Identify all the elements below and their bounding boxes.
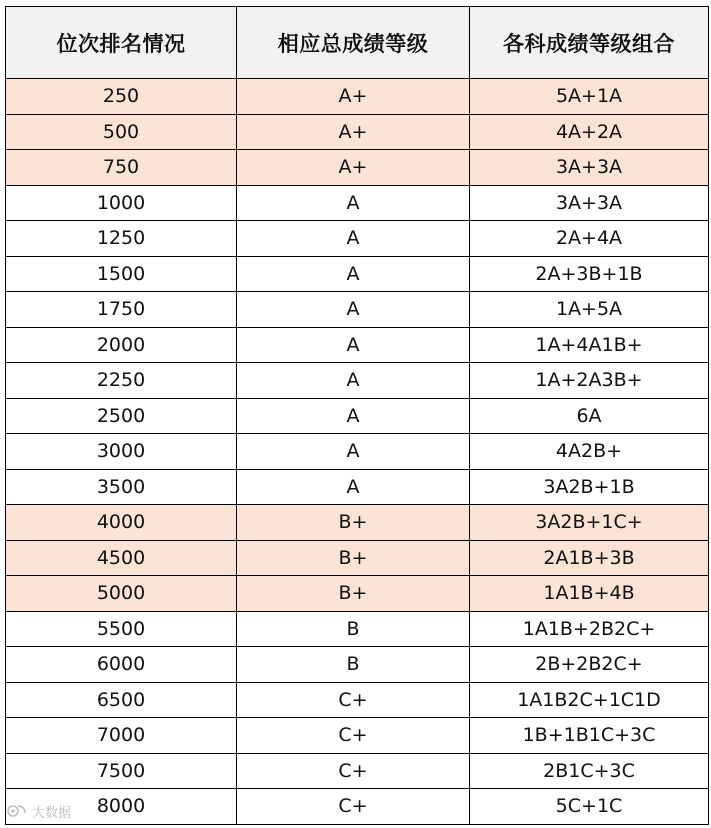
cell-subject-combo: 1A+4A1B+ (470, 327, 709, 363)
cell-total-grade: A+ (237, 150, 470, 186)
cell-total-grade: A (237, 256, 470, 292)
table-row (6, 469, 709, 505)
table-row (6, 185, 709, 221)
cell-total-grade: B (237, 647, 470, 683)
cell-subject-combo: 2B1C+3C (470, 753, 709, 789)
cell-rank: 1500 (6, 256, 237, 292)
cell-total-grade: C+ (237, 682, 470, 718)
cell-total-grade: B+ (237, 576, 470, 612)
cell-subject-combo: 4A2B+ (470, 434, 709, 470)
cell-rank: 5500 (6, 611, 237, 647)
cell-rank: 4500 (6, 540, 237, 576)
table-row (6, 79, 709, 115)
cell-total-grade: C+ (237, 718, 470, 754)
table-row (6, 505, 709, 541)
cell-total-grade: A (237, 469, 470, 505)
table-row (6, 682, 709, 718)
cell-subject-combo: 2A1B+3B (470, 540, 709, 576)
cell-total-grade: A (237, 363, 470, 399)
cell-total-grade: C+ (237, 753, 470, 789)
cell-rank: 2250 (6, 363, 237, 399)
cell-subject-combo: 3A+3A (470, 185, 709, 221)
cell-rank: 5000 (6, 576, 237, 612)
cell-total-grade: A (237, 221, 470, 257)
table-row (6, 292, 709, 328)
cell-subject-combo: 2A+4A (470, 221, 709, 257)
cell-rank: 7500 (6, 753, 237, 789)
table-row (6, 256, 709, 292)
cell-subject-combo: 1B+1B1C+3C (470, 718, 709, 754)
cell-rank: 4000 (6, 505, 237, 541)
table-row (6, 753, 709, 789)
cell-rank: 6500 (6, 682, 237, 718)
cell-total-grade: B+ (237, 540, 470, 576)
table-container (5, 6, 708, 825)
cell-subject-combo: 2A+3B+1B (470, 256, 709, 292)
cell-subject-combo: 6A (470, 398, 709, 434)
cell-rank: 500 (6, 114, 237, 150)
cell-subject-combo: 2B+2B2C+ (470, 647, 709, 683)
cell-total-grade: A (237, 292, 470, 328)
table-header (6, 7, 709, 79)
cell-rank: 250 (6, 79, 237, 115)
cell-rank: 3000 (6, 434, 237, 470)
table-row (6, 647, 709, 683)
cell-subject-combo: 4A+2A (470, 114, 709, 150)
header-row (6, 7, 709, 79)
cell-subject-combo: 1A+2A3B+ (470, 363, 709, 399)
cell-rank: 2000 (6, 327, 237, 363)
table-row (6, 611, 709, 647)
cell-subject-combo: 3A2B+1C+ (470, 505, 709, 541)
cell-total-grade: B (237, 611, 470, 647)
cell-total-grade: A+ (237, 79, 470, 115)
table-row (6, 434, 709, 470)
cell-rank: 6000 (6, 647, 237, 683)
cell-rank: 1000 (6, 185, 237, 221)
watermark-text: 大数据 (32, 805, 72, 821)
cell-subject-combo: 5C+1C (470, 789, 709, 825)
cell-total-grade: C+ (237, 789, 470, 825)
cell-rank: 8000 (6, 789, 237, 825)
table-row (6, 363, 709, 399)
ranking-grade-table (5, 6, 709, 825)
table-row (6, 718, 709, 754)
cell-total-grade: B+ (237, 505, 470, 541)
header-total-grade: 相应总成绩等级 (237, 7, 470, 79)
cell-subject-combo: 5A+1A (470, 79, 709, 115)
table-row (6, 540, 709, 576)
cell-rank: 7000 (6, 718, 237, 754)
cell-total-grade: A (237, 185, 470, 221)
cell-subject-combo: 1A1B2C+1C1D (470, 682, 709, 718)
cell-subject-combo: 1A1B+2B2C+ (470, 611, 709, 647)
table-body (6, 79, 709, 825)
table-row (6, 789, 709, 825)
cell-rank: 3500 (6, 469, 237, 505)
table-row (6, 150, 709, 186)
cell-rank: 750 (6, 150, 237, 186)
cell-subject-combo: 3A+3A (470, 150, 709, 186)
table-row (6, 398, 709, 434)
cell-rank: 1250 (6, 221, 237, 257)
header-rank: 位次排名情况 (6, 7, 237, 79)
cell-subject-combo: 1A+5A (470, 292, 709, 328)
cell-subject-combo: 1A1B+4B (470, 576, 709, 612)
cell-total-grade: A (237, 327, 470, 363)
cell-rank: 2500 (6, 398, 237, 434)
table-row (6, 221, 709, 257)
table-row (6, 576, 709, 612)
table-row (6, 327, 709, 363)
cell-total-grade: A+ (237, 114, 470, 150)
table-row (6, 114, 709, 150)
cell-subject-combo: 3A2B+1B (470, 469, 709, 505)
cell-rank: 1750 (6, 292, 237, 328)
cell-total-grade: A (237, 398, 470, 434)
cell-total-grade: A (237, 434, 470, 470)
header-subject-combo: 各科成绩等级组合 (470, 7, 709, 79)
